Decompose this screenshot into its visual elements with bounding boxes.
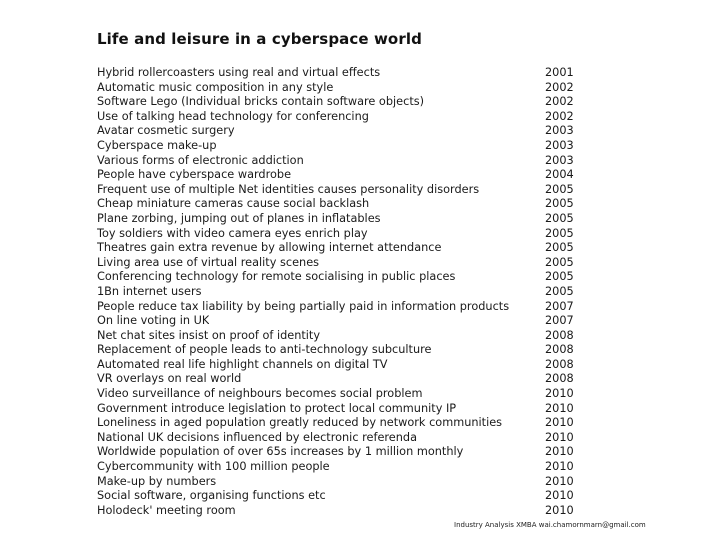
event-text: Frequent use of multiple Net identities causes personality disorders: [97, 182, 480, 196]
event-year: 2010: [545, 401, 574, 415]
event-year: 2005: [545, 211, 574, 225]
event-year: 2010: [545, 430, 574, 444]
event-year: 2003: [545, 124, 574, 138]
list-item: [97, 139, 577, 154]
list-item: [97, 387, 577, 402]
list-item: [97, 256, 577, 271]
event-year: 2003: [545, 138, 574, 152]
list-item: [97, 81, 577, 96]
list-item: [97, 154, 577, 169]
footer-credit: Industry Analysis XMBA wai.chamornmarn@gmail.com: [454, 521, 646, 529]
timeline-list: [97, 66, 577, 518]
event-year: 2002: [545, 109, 574, 123]
list-item: [97, 329, 577, 344]
event-text: Net chat sites insist on proof of identity: [97, 328, 321, 342]
event-year: 2010: [545, 416, 574, 430]
event-year: 2010: [545, 503, 574, 517]
event-year: 2010: [545, 489, 574, 503]
event-text: Toy soldiers with video camera eyes enrich play: [97, 226, 368, 240]
event-text: Replacement of people leads to anti-technology subculture: [97, 343, 432, 357]
list-item: [97, 110, 577, 125]
event-year: 2010: [545, 445, 574, 459]
event-year: 2008: [545, 357, 574, 371]
event-year: 2001: [545, 66, 574, 79]
list-item: [97, 416, 577, 431]
event-text: People have cyberspace wardrobe: [97, 168, 292, 182]
event-text: National UK decisions influenced by electronic referenda: [97, 430, 417, 444]
list-item: [97, 212, 577, 227]
event-text: Automated real life highlight channels on digital TV: [97, 357, 388, 371]
event-year: 2010: [545, 474, 574, 488]
list-item: [97, 168, 577, 183]
event-year: 2005: [545, 226, 574, 240]
event-text: Plane zorbing, jumping out of planes in inflatables: [97, 211, 381, 225]
list-item: [97, 183, 577, 198]
event-text: People reduce tax liability by being partially paid in information products: [97, 299, 510, 313]
event-year: 2002: [545, 80, 574, 94]
event-text: Automatic music composition in any style: [97, 80, 334, 94]
event-year: 2005: [545, 197, 574, 211]
list-item: [97, 241, 577, 256]
list-item: [97, 460, 577, 475]
event-text: Video surveillance of neighbours becomes social problem: [97, 387, 423, 401]
event-text: Cheap miniature cameras cause social backlash: [97, 197, 370, 211]
event-text: VR overlays on real world: [97, 372, 242, 386]
list-item: [97, 314, 577, 329]
event-year: 2003: [545, 153, 574, 167]
event-text: Cybercommunity with 100 million people: [97, 460, 330, 474]
list-item: [97, 300, 577, 315]
event-text: Theatres gain extra revenue by allowing internet attendance: [97, 241, 442, 255]
list-item: [97, 358, 577, 373]
event-year: 2005: [545, 284, 574, 298]
event-text: Make-up by numbers: [97, 474, 217, 488]
event-year: 2007: [545, 314, 574, 328]
list-item: [97, 227, 577, 242]
list-item: [97, 431, 577, 446]
event-text: Cyberspace make-up: [97, 138, 217, 152]
list-item: [97, 402, 577, 417]
event-text: Software Lego (Individual bricks contain software objects): [97, 95, 425, 109]
event-text: Social software, organising functions etc: [97, 489, 326, 503]
event-year: 2010: [545, 387, 574, 401]
event-year: 2008: [545, 372, 574, 386]
event-year: 2008: [545, 343, 574, 357]
event-year: 2008: [545, 328, 574, 342]
event-text: Use of talking head technology for conferencing: [97, 109, 369, 123]
event-year: 2005: [545, 182, 574, 196]
list-item: [97, 343, 577, 358]
list-item: [97, 95, 577, 110]
event-text: Loneliness in aged population greatly reduced by network communities: [97, 416, 503, 430]
event-text: Holodeck' meeting room: [97, 503, 236, 517]
list-item: [97, 197, 577, 212]
event-year: 2004: [545, 168, 574, 182]
list-item: [97, 489, 577, 504]
event-text: Worldwide population of over 65s increases by 1 million monthly: [97, 445, 464, 459]
list-item: [97, 372, 577, 387]
list-item: [97, 66, 577, 81]
list-item: [97, 285, 577, 300]
list-item: [97, 445, 577, 460]
slide-title: Life and leisure in a cyberspace world: [97, 30, 422, 48]
event-year: 2002: [545, 95, 574, 109]
event-text: Living area use of virtual reality scenes: [97, 255, 320, 269]
event-year: 2010: [545, 460, 574, 474]
event-text: Various forms of electronic addiction: [97, 153, 304, 167]
list-item: [97, 475, 577, 490]
list-item: [97, 270, 577, 285]
event-text: Conferencing technology for remote socialising in public places: [97, 270, 456, 284]
event-year: 2005: [545, 255, 574, 269]
event-text: Hybrid rollercoasters using real and virtual effects: [97, 66, 381, 79]
event-text: Avatar cosmetic surgery: [97, 124, 235, 138]
event-text: On line voting in UK: [97, 314, 210, 328]
event-year: 2007: [545, 299, 574, 313]
list-item: [97, 124, 577, 139]
event-year: 2005: [545, 270, 574, 284]
list-item: [97, 504, 577, 519]
event-year: 2005: [545, 241, 574, 255]
event-text: 1Bn internet users: [97, 284, 202, 298]
event-text: Government introduce legislation to protect local community IP: [97, 401, 457, 415]
